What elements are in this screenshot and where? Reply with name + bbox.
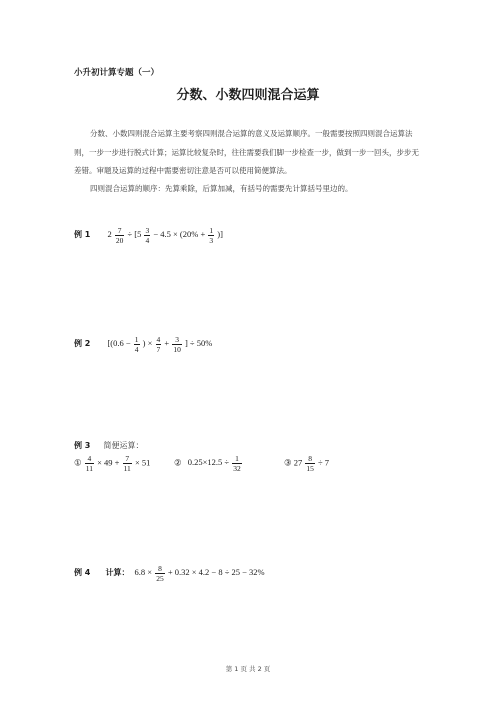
example-4-expression <box>134 563 265 583</box>
example-4 <box>74 560 265 583</box>
whole-number: 27 <box>293 457 303 468</box>
closing-brackets: )] <box>217 229 223 239</box>
example-3-header <box>74 433 143 452</box>
fraction: $\frac{3}{10}$ <box>173 334 181 354</box>
operator-text: 0.25×12.5 ÷ <box>187 457 230 468</box>
example-3-question-1 <box>74 454 150 473</box>
operator-text: − 4.5 × (20% + <box>153 229 206 239</box>
fraction: $\frac{1}{32}$ <box>233 454 241 473</box>
operator-text: [(0.6 − <box>107 338 131 348</box>
operator-text: 6.8 × <box>134 567 153 577</box>
operator-text: × 49 + <box>97 457 120 468</box>
whole-number: 2 <box>107 229 112 239</box>
example-4-label: 例 4 <box>74 568 91 577</box>
example-1 <box>74 222 223 245</box>
operator-text: ÷ 7 <box>318 457 330 468</box>
example-2 <box>74 331 212 354</box>
example-3-label: 例 3 <box>74 441 91 450</box>
fraction: $\frac{8}{15}$ <box>306 454 314 473</box>
fraction: $\frac{4}{11}$ <box>85 454 93 473</box>
fraction: $\frac{1}{3}$ <box>209 225 214 245</box>
fraction: $\frac{3}{4}$ <box>145 225 150 245</box>
operator-text: ] ÷ 50% <box>184 338 213 348</box>
example-1-label: 例 1 <box>74 230 91 239</box>
operator-text: ) × <box>142 338 153 348</box>
intro-paragraph: 分数、小数四则混合运算主要考察四则混合运算的意义及运算顺序。一般需要按照四则混合运算法则，一步一步进行脱式计算；运算比较复杂时，往往需要我们脚一步检查一步，做到一步一回头，步步无差错。审题及运算的过程中需要密切注意是否可以使用简便算法。 <box>74 129 419 175</box>
example-1-expression <box>107 225 223 245</box>
example-2-expression <box>107 334 213 354</box>
example-3-question-3 <box>284 454 329 473</box>
example-3-subtitle: 简便运算： <box>103 441 144 450</box>
fraction: $\frac{7}{11}$ <box>123 454 131 473</box>
question-marker: ② <box>174 457 182 468</box>
page-title: 分数、小数四则混合运算 <box>176 88 320 103</box>
fraction: $\frac{4}{7}$ <box>156 334 161 354</box>
series-title: 小升初计算专题（一） <box>74 68 160 78</box>
operator-text: + 0.32 × 4.2 − 8 ÷ 25 − 32% <box>167 567 265 577</box>
fraction: $\frac{7}{20}$ <box>115 225 124 245</box>
question-marker: ③ <box>284 457 292 468</box>
order-of-operations-note: 四则混合运算的顺序：先算乘除，后算加减，有括号的需要先计算括号里边的。 <box>90 184 353 193</box>
example-4-prefix: 计算： <box>105 568 130 577</box>
page-footer: 第 1 页 共 2 页 <box>225 665 271 673</box>
question-marker: ① <box>74 457 82 468</box>
operator-text: ÷ [5 <box>127 229 142 239</box>
example-2-label: 例 2 <box>74 339 91 348</box>
fraction: $\frac{1}{4}$ <box>134 334 139 354</box>
operator-text: × 51 <box>134 457 151 468</box>
example-3-question-2 <box>174 454 243 473</box>
fraction: $\frac{8}{25}$ <box>156 563 164 583</box>
operator-text: + <box>164 338 170 348</box>
